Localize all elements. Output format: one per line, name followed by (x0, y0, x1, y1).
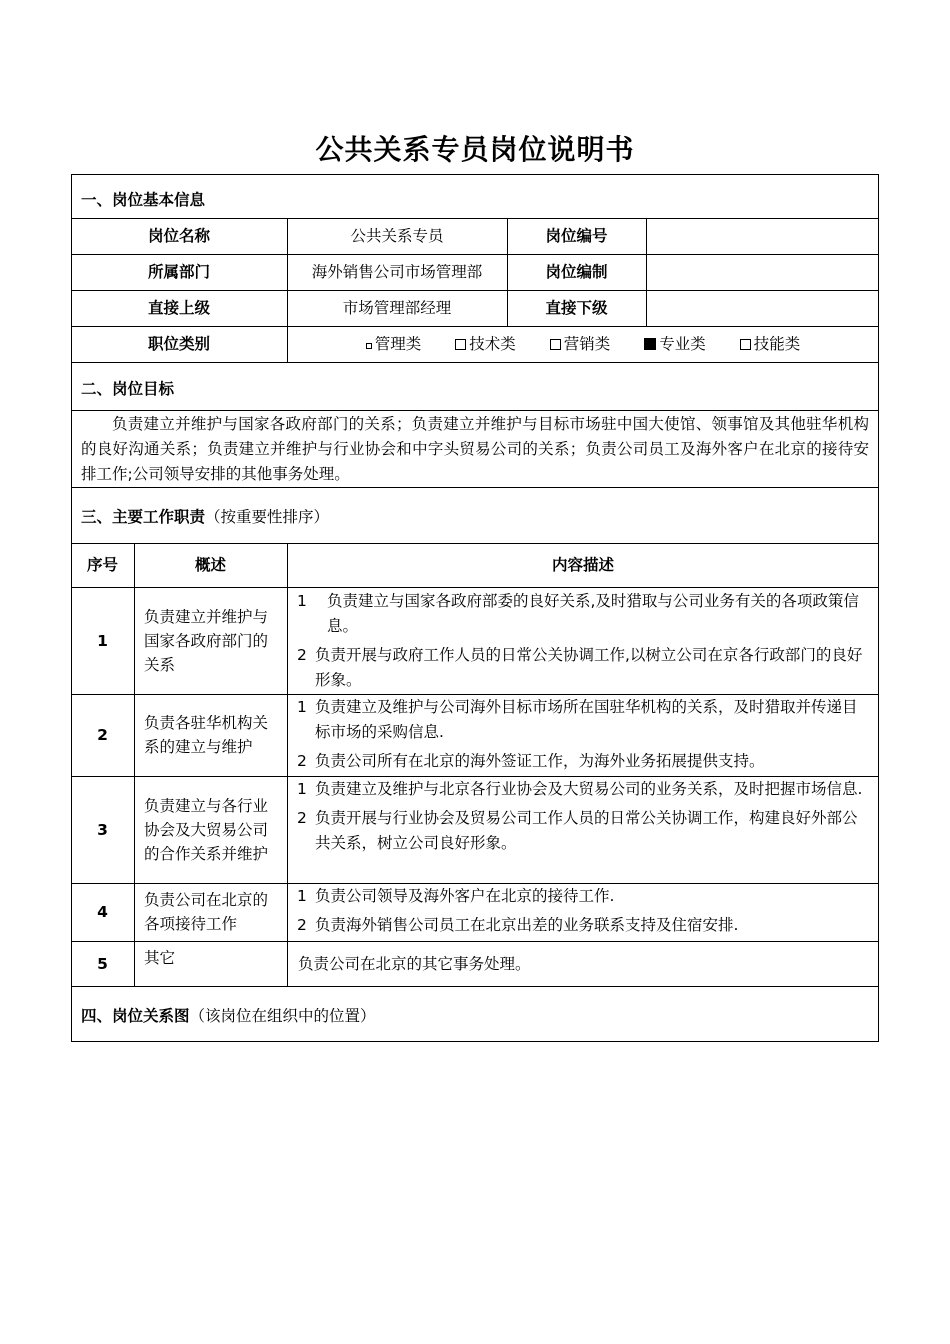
item-text: 负责建立及维护与公司海外目标市场所在国驻华机构的关系，及时猎取并传递目标市场的采购信息. (315, 698, 858, 741)
checkbox-icon (550, 339, 561, 350)
column-header: 序号 (86, 556, 118, 574)
section-heading-org-chart (81, 1004, 376, 1026)
field-label: 岗位名称 (147, 227, 210, 245)
field-label: 岗位编号 (545, 227, 608, 245)
duty-description (297, 884, 871, 938)
duty-item (297, 695, 871, 745)
field-label: 职位类别 (147, 335, 210, 353)
duty-item (297, 589, 871, 639)
field-label: 直接下级 (545, 299, 608, 317)
divider (71, 362, 879, 363)
section-heading-text: 四、岗位关系图 (81, 1007, 190, 1025)
item-number: 1 (297, 698, 307, 716)
field-label: 岗位编制 (545, 263, 608, 281)
duty-item (297, 643, 871, 693)
section-heading-note: （该岗位在组织中的位置） (189, 1007, 376, 1025)
item-text: 负责公司领导及海外客户在北京的接待工作. (315, 887, 615, 905)
duty-number: 3 (97, 820, 108, 839)
section-heading-duties (81, 505, 329, 527)
category-option[interactable]: 管理类 (366, 332, 422, 356)
duty-number: 4 (97, 903, 108, 921)
divider (287, 543, 288, 986)
duty-item (297, 749, 871, 774)
item-text: 负责海外销售公司员工在北京出差的业务联系支持及住宿安排. (315, 916, 739, 934)
category-option[interactable]: 营销类 (550, 332, 611, 356)
checkbox-icon (366, 343, 372, 349)
duty-summary: 负责公司在北京的各项接待工作 (144, 891, 269, 933)
item-text: 负责建立及维护与北京各行业协会及大贸易公司的业务关系，及时把握市场信息. (315, 780, 863, 798)
item-text: 负责建立与国家各政府部委的良好关系,及时猎取与公司业务有关的各项政策信息。 (327, 592, 859, 635)
checkbox-icon (455, 339, 466, 350)
field-value (646, 290, 879, 326)
duty-number: 1 (97, 631, 108, 650)
item-text: 负责公司所有在北京的海外签证工作，为海外业务拓展提供支持。 (315, 752, 765, 770)
item-text: 负责开展与政府工作人员的日常公关协调工作,以树立公司在京各行政部门的良好形象。 (315, 646, 863, 689)
duty-item (297, 884, 871, 909)
divider (71, 986, 879, 987)
divider (71, 410, 879, 411)
duty-description (297, 695, 871, 774)
category-option[interactable]: 技能类 (740, 332, 801, 356)
item-number: 1 (297, 592, 307, 610)
column-header: 内容描述 (551, 556, 614, 574)
item-number: 1 (297, 780, 307, 798)
duty-item (297, 777, 871, 802)
duty-number: 2 (97, 726, 108, 744)
item-number: 2 (297, 752, 307, 770)
field-label: 直接上级 (147, 299, 210, 317)
category-option[interactable]: 技术类 (455, 332, 516, 356)
page-title: 公共关系专员岗位说明书 (315, 133, 635, 166)
checkbox-checked-icon (644, 338, 656, 350)
section-heading-goal: 二、岗位目标 (81, 380, 175, 398)
column-header: 概述 (194, 556, 226, 574)
item-text: 负责开展与行业协会及贸易公司工作人员的日常公关协调工作，构建良好外部公共关系，树立公司良好形象。 (315, 809, 858, 852)
duty-summary: 负责各驻华机构关系的建立与维护 (144, 714, 269, 756)
section-heading-note: （按重要性排序） (205, 508, 330, 526)
divider (71, 487, 879, 488)
category-option[interactable]: 专业类 (644, 332, 706, 356)
item-number: 1 (297, 887, 307, 905)
duty-item (297, 913, 871, 938)
item-number: 2 (297, 916, 307, 934)
field-label: 所属部门 (147, 263, 210, 281)
duty-summary: 其它 (144, 948, 176, 967)
item-number: 2 (297, 646, 307, 664)
item-number: 2 (297, 809, 307, 827)
category-options (287, 326, 879, 362)
section-heading-text: 三、主要工作职责 (81, 508, 206, 526)
checkbox-icon (740, 339, 751, 350)
duty-summary: 负责建立并维护与国家各政府部门的关系 (144, 607, 269, 674)
section-heading-basic-info: 一、岗位基本信息 (81, 191, 206, 209)
field-value: 公共关系专员 (350, 227, 444, 245)
duty-item (297, 806, 871, 856)
duty-description (297, 777, 871, 856)
duty-description (297, 589, 871, 693)
goal-text: 负责建立并维护与国家各政府部门的关系；负责建立并维护与目标市场驻中国大使馆、领事馆及其他驻华机构的良好沟通关系；负责建立并维护与行业协会和中字头贸易公司的关系；负责公司员工及海外客户在北京的接待安排工作;公司领导安排的其他事务处理。 (81, 415, 869, 483)
duty-description: 负责公司在北京的其它事务处理。 (298, 954, 531, 973)
field-value (646, 254, 879, 290)
field-value: 海外销售公司市场管理部 (311, 263, 483, 281)
duty-summary: 负责建立与各行业协会及大贸易公司的合作关系并维护 (144, 796, 269, 863)
duty-number: 5 (97, 954, 108, 973)
field-value: 市场管理部经理 (342, 299, 452, 317)
field-value (646, 218, 879, 254)
